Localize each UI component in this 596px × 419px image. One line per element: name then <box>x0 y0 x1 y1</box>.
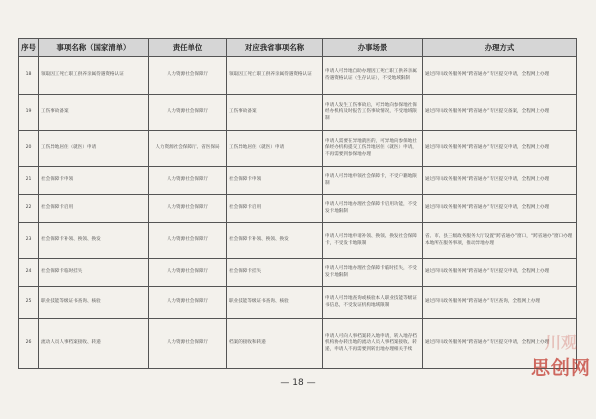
cell-org: 人力资源社会保障厅 <box>149 57 227 95</box>
table-row <box>19 319 577 369</box>
cell-name: 社会保障卡启用 <box>39 195 149 223</box>
cell-scene: 申请人可异地查询或核验本人职业技能等级证书信息，不受发证机构地域限制 <box>323 287 423 319</box>
cell-seq: 23 <box>19 223 39 259</box>
cell-local: 领取因工死亡职工供养亲属待遇资格认证 <box>227 57 323 95</box>
cell-scene: 申请人可异地办理社会保障卡临时挂失，不受发卡地限制 <box>323 259 423 287</box>
cell-name: 职业技能等级证书查询、核验 <box>39 287 149 319</box>
cell-scene: 申请人发生工伤事故后，可异地向参保地社保经办机构及时报告工伤事故情况，不受地域限制 <box>323 95 423 131</box>
cell-name: 流动人员人事档案接收、转递 <box>39 319 149 369</box>
cell-scene: 申请人可异地申领社会保障卡，不受户籍地限制 <box>323 167 423 195</box>
header-seq: 序号 <box>19 39 39 57</box>
table-row <box>19 131 577 167</box>
cell-scene: 申请人需要在异地就医的，可异地向参保地社保经办机构提交工伤异地居住（就医）申请，不再需要到参保地办理 <box>323 131 423 167</box>
table-row <box>19 259 577 287</box>
cell-seq: 21 <box>19 167 39 195</box>
header-org: 责任单位 <box>149 39 227 57</box>
table-row <box>19 167 577 195</box>
cell-method: 通过四川政务服务网“跨省通办”专区提交备案，全程网上办理 <box>423 95 577 131</box>
cell-scene: 申请人可异地自助办理因工死亡职工供养亲属待遇资格认证（生存认证），不受地域限制 <box>323 57 423 95</box>
cell-seq: 19 <box>19 95 39 131</box>
table-row <box>19 223 577 259</box>
cell-local: 社会保障卡补领、换领、换发 <box>227 223 323 259</box>
cell-name: 工伤事故备案 <box>39 95 149 131</box>
watermark-logo <box>530 330 592 380</box>
cell-org: 人力资源社会保障厅 <box>149 223 227 259</box>
cell-name: 工伤异地居住（就医）申请 <box>39 131 149 167</box>
matters-table <box>18 38 577 369</box>
cell-local: 社会保障卡启用 <box>227 195 323 223</box>
table-row <box>19 287 577 319</box>
cell-local: 职业技能等级证书查询、核验 <box>227 287 323 319</box>
cell-local: 档案的接收和转递 <box>227 319 323 369</box>
cell-org: 人力资源社会保障厅 <box>149 259 227 287</box>
cell-org: 人力资源社会保障厅 <box>149 319 227 369</box>
cell-method: 通过四川政务服务网“跨省通办”专区提交申请，全程网上办理 <box>423 319 577 369</box>
cell-seq: 18 <box>19 57 39 95</box>
cell-local: 工伤事故备案 <box>227 95 323 131</box>
watermark-top-text: 川观 <box>544 333 577 352</box>
cell-method: 通过四川政务服务网“跨省通办”专区提交申请，全程网上办理 <box>423 131 577 167</box>
cell-local: 社会保障卡挂失 <box>227 259 323 287</box>
cell-org: 人力资源社会保障厅 <box>149 195 227 223</box>
cell-seq: 22 <box>19 195 39 223</box>
header-name: 事项名称（国家清单） <box>39 39 149 57</box>
cell-method: 通过四川政务服务网“跨省通办”专区查询，全程网上办理 <box>423 287 577 319</box>
cell-method: 通过四川政务服务网“跨省通办”专区提交申请，全程网上办理 <box>423 259 577 287</box>
cell-name: 社会保障卡临时挂失 <box>39 259 149 287</box>
cell-scene: 申请人可向人事档案转入地申请，转入地存档机构协办转出地的流动人员人事档案接收、转递，申请人不再需要到转出地办理相关手续 <box>323 319 423 369</box>
cell-method: 省、市、县三级政务服务大厅设置“跨省通办”窗口，“跨省通办”窗口办理本地所在服务事项，推动异地办理 <box>423 223 577 259</box>
table-row <box>19 95 577 131</box>
cell-org: 人力资源社会保障厅 <box>149 287 227 319</box>
cell-name: 社会保障卡补领、换领、换发 <box>39 223 149 259</box>
cell-seq: 24 <box>19 259 39 287</box>
table-header-row <box>19 39 577 57</box>
table-row <box>19 57 577 95</box>
cell-method: 通过四川政务服务网“跨省通办”专区提交申请，全程网上办理 <box>423 57 577 95</box>
table-row <box>19 195 577 223</box>
cell-org: 人力资源社会保障厅、省医保局 <box>149 131 227 167</box>
cell-org: 人力资源社会保障厅 <box>149 167 227 195</box>
cell-seq: 25 <box>19 287 39 319</box>
page-number: — 18 — <box>280 378 316 388</box>
header-method: 办理方式 <box>423 39 577 57</box>
header-scene: 办事场景 <box>323 39 423 57</box>
cell-name: 领取因工死亡职工供养亲属待遇资格认证 <box>39 57 149 95</box>
watermark-bottom-text: 思创网 <box>530 357 591 379</box>
cell-org: 人力资源社会保障厅 <box>149 95 227 131</box>
cell-seq: 26 <box>19 319 39 369</box>
header-local: 对应我省事项名称 <box>227 39 323 57</box>
cell-scene: 申请人可异地申请补领、换领、换发社会保障卡，不受发卡地限制 <box>323 223 423 259</box>
cell-local: 工伤异地居住（就医）申请 <box>227 131 323 167</box>
cell-seq: 20 <box>19 131 39 167</box>
cell-method: 通过四川政务服务网“跨省通办”专区提交申请，全程网上办理 <box>423 195 577 223</box>
cell-name: 社会保障卡申领 <box>39 167 149 195</box>
cell-scene: 申请人可异地办理社会保障卡启用功能，不受发卡地限制 <box>323 195 423 223</box>
cell-method: 通过四川政务服务网“跨省通办”专区提交申请，全程网上办理 <box>423 167 577 195</box>
cell-local: 社会保障卡申领 <box>227 167 323 195</box>
